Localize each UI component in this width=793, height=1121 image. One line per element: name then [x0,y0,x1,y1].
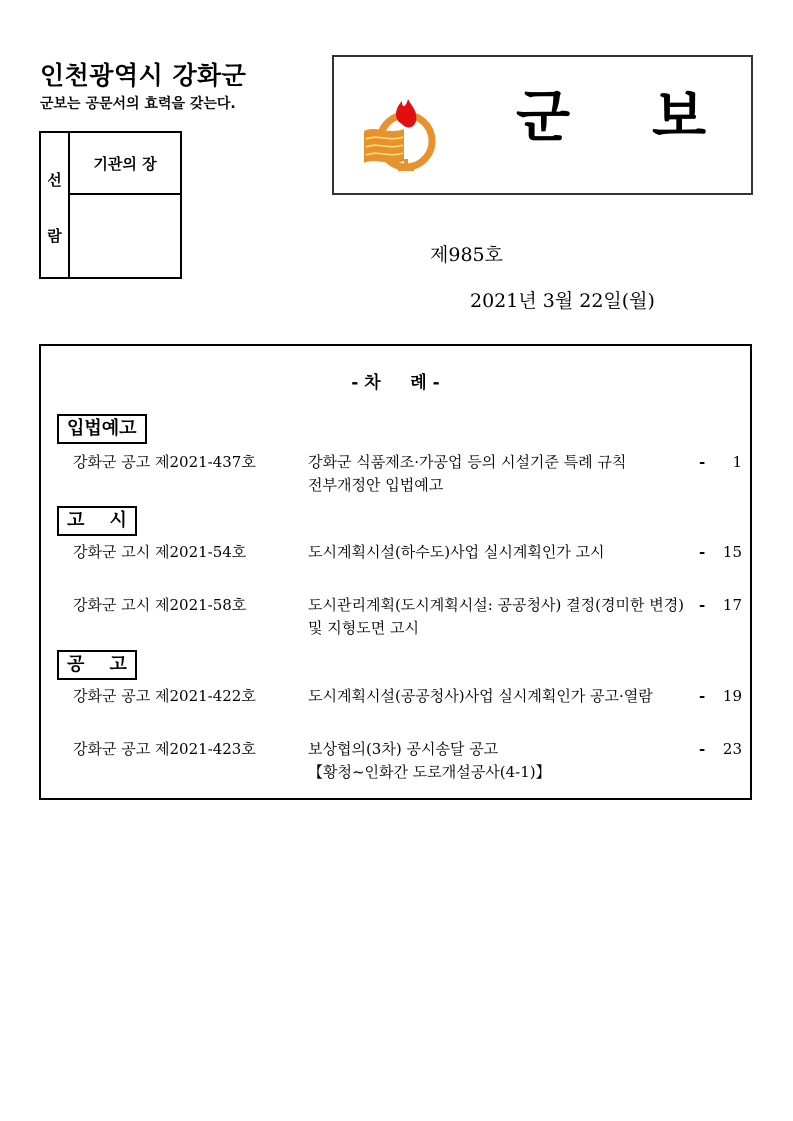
gangwha-county-emblem-icon [358,79,448,179]
entry-title-line: 도시관리계획(도시계획시설: 공공청사) 결정(경미한 변경) [308,596,685,614]
entry-title-line: 전부개정안 입법예고 [308,476,444,494]
section-label-public-notice: 공 고 [57,650,137,680]
table-of-contents [39,344,752,800]
entry-page: 1 [732,453,742,471]
entry-dash: - [699,453,706,471]
entry-title [308,594,698,640]
issue-date: 2021년 3월 22일(월) [470,290,655,312]
entry-page: 17 [722,596,742,614]
entry-ref: 강화군 공고 제2021-423호 [73,740,256,758]
review-side-label-bottom: 람 [47,227,62,245]
issue-number: 제985호 [430,244,503,266]
entry-title-line: 강화군 식품제조·가공업 등의 시설기준 특례 규칙 [308,453,627,471]
entry-dash: - [699,596,706,614]
entry-title [308,451,698,497]
review-side-label-top: 선 [47,171,62,189]
org-subtitle: 군보는 공문서의 효력을 갖는다. [40,96,236,112]
review-head-label: 기관의 장 [70,133,180,195]
entry-page: 23 [722,740,742,758]
entry-title [308,738,698,784]
entry-ref: 강화군 공고 제2021-422호 [73,687,256,705]
entry-title-line: 도시계획시설(하수도)사업 실시계획인가 고시 [308,543,605,561]
entry-title [308,685,698,708]
entry-title-line: 도시계획시설(공공청사)사업 실시계획인가 공고·열람 [308,687,653,705]
entry-dash: - [699,543,706,561]
entry-ref: 강화군 고시 제2021-58호 [73,596,247,614]
org-name: 인천광역시 강화군 [40,61,247,90]
section-label-legislation-notice: 입법예고 [57,414,147,444]
entry-title-line: 보상협의(3차) 공시송달 공고 [308,740,499,758]
entry-page: 15 [722,543,742,561]
banner-title-char-2: 보 [652,85,707,150]
entry-dash: - [699,687,706,705]
entry-title-line: 및 지형도면 고시 [308,619,419,637]
entry-ref: 강화군 고시 제2021-54호 [73,543,247,561]
entry-dash: - [699,740,706,758]
banner-title-char-1: 군 [516,85,571,150]
entry-title [308,541,698,564]
entry-ref: 강화군 공고 제2021-437호 [73,453,256,471]
gazette-banner [332,55,753,195]
section-label-announcement: 고 시 [57,506,137,536]
entry-page: 19 [722,687,742,705]
entry-title-line: 【황청~인화간 도로개설공사(4-1)】 [308,763,551,781]
toc-title: - 차 례 - [351,373,440,393]
